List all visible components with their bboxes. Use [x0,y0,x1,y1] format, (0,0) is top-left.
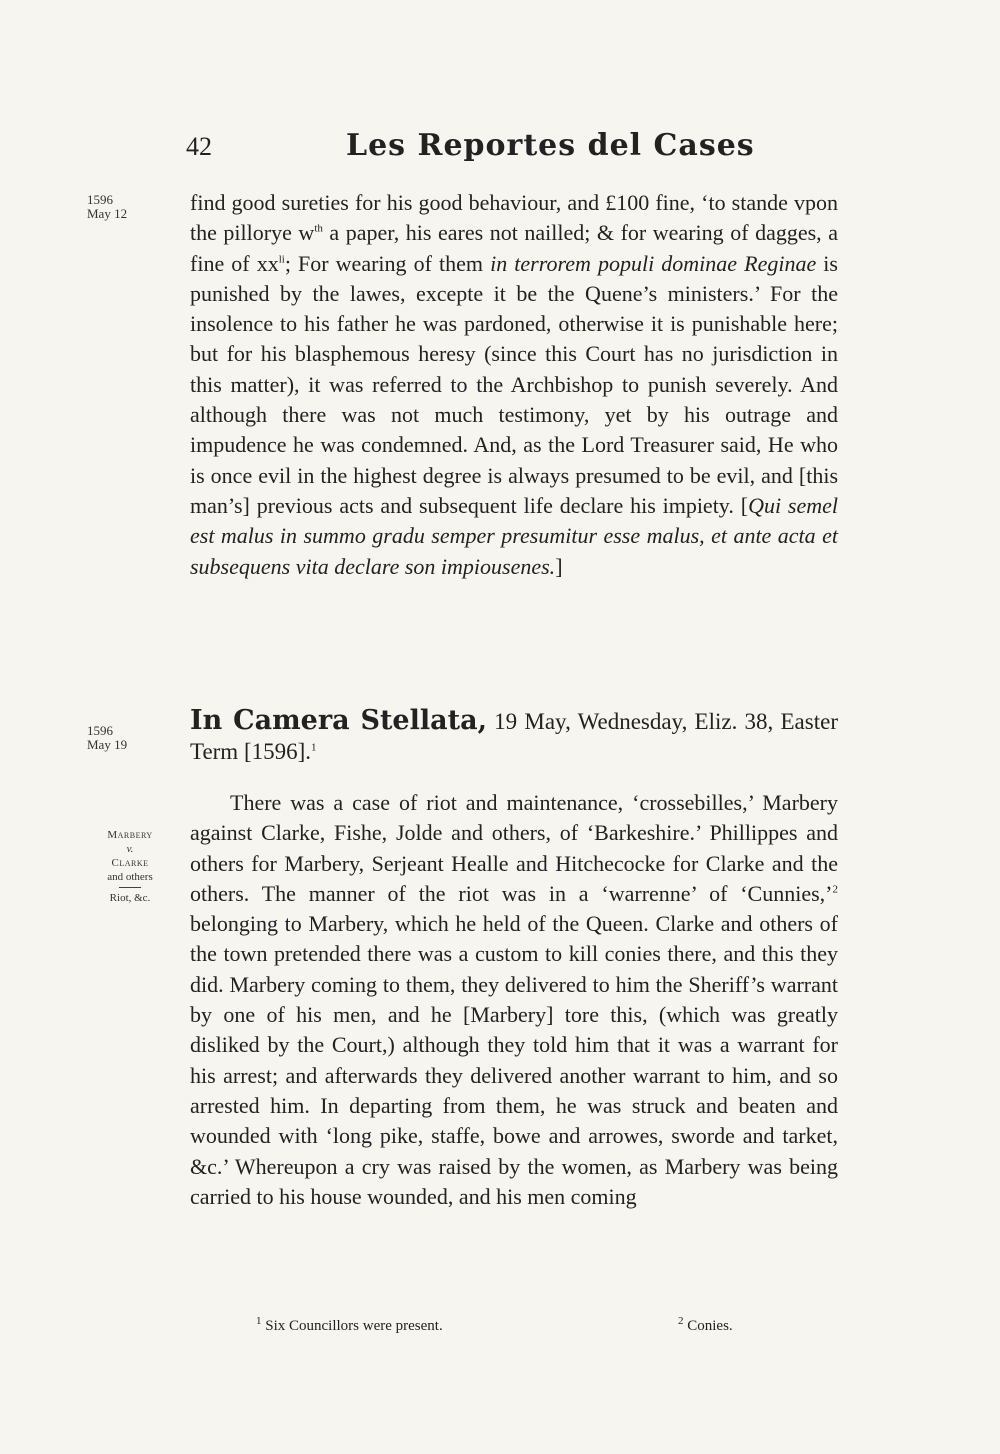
p2-footnote-ref: 2 [832,883,838,896]
p1-latin-1: in terrorem populi dominae Reginae [490,250,817,276]
section-heading [190,706,838,768]
case-others: and others [107,871,153,883]
case-topic: Riot, &c. [109,892,151,904]
p1-text-c: ; For wearing of them [284,250,491,276]
heading-footnote-ref: 1 [311,741,317,754]
footnote-1-mark: 1 [256,1315,262,1327]
margin-date-1-day: May 12 [87,206,128,221]
page-number: 42 [186,132,212,161]
p1-text-b: a paper, his eares not nailled; & for wearing of dagges, a fine of xx [190,220,838,276]
p1-text-d: is punished by the lawes, excepte it be the Quene’s ministers.’ For the insolence to his father he was pardoned, otherwise it is punishable here; but for his blasphemous heresy (since this Court has no jurisdiction in this matter), it was referred to the Archbishop to punish severely. And although there was not much testimony, yet by his outrage and impudence he was condemned. And, as the Lord Treasurer said, He who is once evil in the highest degree is always presumed to be evil, and [this man’s] previous acts and subsequent life declare his impiety. [ [190,250,838,518]
margin-date-2-day: May 19 [87,737,128,752]
footnote-1-text: Six Councillors were present. [261,1318,443,1334]
p2-text-a: There was a case of riot and maintenance, ‘crossebilles,’ Marbery against Clarke, Fishe, Jolde and others, of ‘Barkeshire.’ Phillippes and others for Marbery, Serjeant Healle and Hitchecocke for Clarke and the others. The manner of the riot was in a ‘warrenne’ of ‘Cunnies,’ [190,790,838,906]
p1-sup-li: li [278,253,285,266]
case-side-notes [90,828,170,905]
footnote-1 [256,1315,443,1335]
p1-latin-2: Qui semel est malus in summo gradu semper presumitur esse malus, et ante acta et subsequens vita declare son impiousenes. [190,492,838,579]
heading-blackletter: In Camera Stellata, [190,705,487,736]
case-party-2: Clarke [111,857,149,869]
heading-date: 19 May, Wednesday, Eliz. 38, Easter Term [1596]. [190,709,838,765]
case-party-1: Marbery [107,829,153,841]
footnote-2 [678,1315,733,1335]
margin-date-2-year: 1596 [87,723,113,738]
case-versus: v. [126,843,134,855]
paragraph-1 [190,188,838,582]
p1-text-e: ] [555,553,563,579]
running-title: Les Reportes del Cases [346,128,755,163]
margin-date-2 [87,724,157,752]
p2-text-b: belonging to Marbery, which he held of the Queen. Clarke and others of the town pretended there was a custom to kill conies there, and this they did. Marbery coming to them, they delivered to him the Sheriff’s warrant by one of his men, and he [Marbery] tore this, (which was greatly disliked by the Court,) although they told him that it was a warrant for his arrest; and afterwards they delivered another warrant to him, and so arrested him. In departing from them, he was struck and beaten and wounded with ‘long pike, staffe, bowe and arrowes, sworde and tarket, &c.’ Whereupon a cry was raised by the women, as Marbery was being carried to his house wounded, and his men coming [190,911,838,1209]
margin-date-1-year: 1596 [87,192,113,207]
page-header [186,128,836,172]
footnote-2-mark: 2 [678,1315,684,1327]
p1-sup-th: th [314,222,323,235]
footnote-2-text: Conies. [683,1318,733,1334]
side-note-divider [119,887,141,888]
paragraph-2 [190,788,838,1212]
p1-text-a: find good sureties for his good behaviour, and £100 fine, ‘to stande vpon the pillorye w [190,190,838,246]
margin-date-1 [87,193,157,221]
